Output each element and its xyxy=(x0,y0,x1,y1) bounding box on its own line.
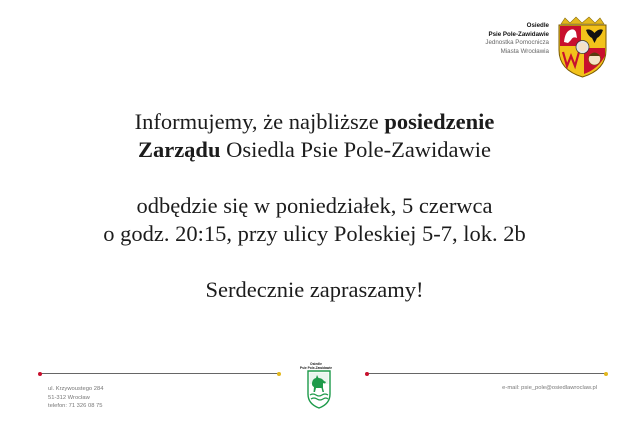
org-name-line1: Osiedle xyxy=(526,22,549,29)
footer-logo-label-line2: Psie Pole-Zawidawie xyxy=(299,366,333,370)
paragraph-gap xyxy=(0,164,629,192)
closing-line: Serdecznie zapraszamy! xyxy=(205,277,424,302)
org-name-line2: Psie Pole-Zawidawie xyxy=(488,30,549,38)
line1-bold: posiedzenie xyxy=(384,109,495,134)
footer-logo-label-line1: Osiedle xyxy=(310,362,322,366)
footer-divider-right xyxy=(367,373,606,374)
divider-dot-yellow xyxy=(277,372,281,376)
paragraph-gap xyxy=(0,248,629,276)
footer-email: e-mail: psie_pole@osiedlawroclaw.pl xyxy=(502,385,597,391)
announcement-line-4: o godz. 20:15, przy ulicy Poleskiej 5-7, lok. 2b xyxy=(103,221,526,246)
divider-dot-red xyxy=(38,372,42,376)
footer-logo-label xyxy=(296,362,336,370)
footer-divider-left xyxy=(40,373,279,374)
psie-pole-dog-shield-icon xyxy=(307,370,331,409)
line2-text: Osiedla Psie Pole-Zawidawie xyxy=(220,137,492,162)
org-subtitle-line2: Miasta Wrocławia xyxy=(500,47,549,55)
footer-address xyxy=(48,385,103,411)
organization-header xyxy=(485,22,549,56)
line2-bold: Zarządu xyxy=(137,137,221,162)
address-phone: telefon: 71 326 08 75 xyxy=(48,403,103,410)
divider-dot-yellow xyxy=(604,372,608,376)
org-subtitle-line1: Jednostka Pomocnicza xyxy=(485,39,549,47)
announcement-line-2 xyxy=(0,136,629,164)
announcement-line-3: odbędzie się w poniedziałek, 5 czerwca xyxy=(136,193,493,218)
divider-dot-red xyxy=(365,372,369,376)
line1-text: Informujemy, że najbliższe xyxy=(134,109,385,134)
announcement-line-1 xyxy=(0,108,629,136)
address-city: 51-312 Wrocław xyxy=(48,394,90,401)
address-street: ul. Krzywoustego 284 xyxy=(48,386,104,392)
wroclaw-coat-of-arms-icon xyxy=(555,16,610,78)
announcement-body xyxy=(0,108,629,304)
